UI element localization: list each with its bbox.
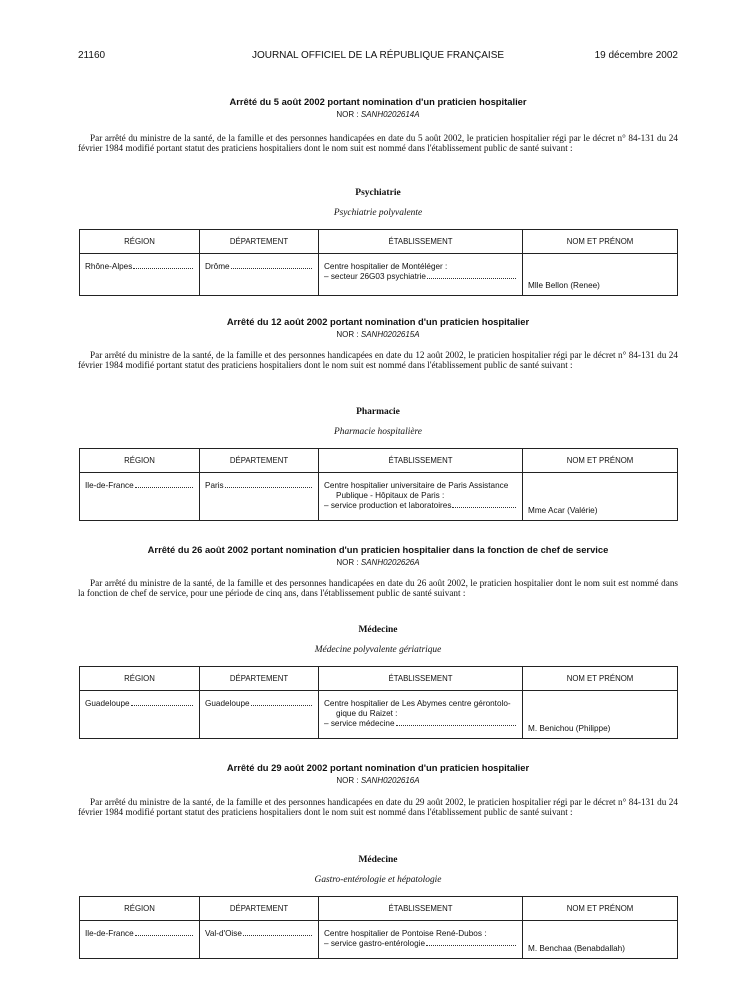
page-header — [78, 50, 678, 64]
col-header-departement: DÉPARTEMENT — [200, 667, 319, 691]
cell-departement: Guadeloupe — [200, 691, 319, 739]
decree-title: Arrêté du 5 août 2002 portant nomination d'un praticien hospitalier — [229, 96, 527, 107]
cell-departement: Drôme — [200, 254, 319, 296]
cell-nom: Mme Acar (Valérie) — [523, 473, 678, 521]
col-header-etablissement: ÉTABLISSEMENT — [319, 230, 523, 254]
col-header-nom: NOM ET PRÉNOM — [523, 449, 678, 473]
col-header-etablissement: ÉTABLISSEMENT — [319, 667, 523, 691]
cell-etablissement: Centre hospitalier de Montéléger : – secteur 26G03 psychiatrie — [319, 254, 523, 296]
col-header-region: RÉGION — [80, 449, 200, 473]
cell-etablissement: Centre hospitalier de Les Abymes centre gérontolo- gique du Raizet : – service médecine — [319, 691, 523, 739]
page-number: 21160 — [78, 50, 106, 61]
table-header-row — [80, 230, 678, 254]
cell-nom: M. Benichou (Philippe) — [523, 691, 678, 739]
decree-body: Par arrêté du ministre de la santé, de la famille et des personnes handicapées en date du 5 août 2002, le praticien hospitalier régi par le décret n° 84-131 du 24 février 1984 modifié portant statut des praticiens hospitaliers dont le nom suit est nommé dans l'établissement public de santé suivant : — [78, 133, 678, 153]
specialty-heading: Psychiatrie — [355, 188, 401, 198]
cell-etablissement: Centre hospitalier de Pontoise René-Dubos : – service gastro-entérologie — [319, 921, 523, 959]
specialty-heading: Pharmacie — [356, 407, 400, 417]
table-row — [80, 691, 678, 739]
table-row — [80, 921, 678, 959]
subspecialty-heading: Médecine polyvalente gériatrique — [314, 645, 442, 655]
nor-reference: NOR : SANH0202616A — [336, 776, 420, 785]
table-header-row — [80, 449, 678, 473]
cell-region: Ile-de-France — [80, 473, 200, 521]
cell-region: Rhône-Alpes — [80, 254, 200, 296]
col-header-departement: DÉPARTEMENT — [200, 449, 319, 473]
col-header-nom: NOM ET PRÉNOM — [523, 230, 678, 254]
table-header-row — [80, 667, 678, 691]
issue-date: 19 décembre 2002 — [594, 50, 678, 61]
decree-title: Arrêté du 12 août 2002 portant nomination d'un praticien hospitalier — [226, 316, 530, 327]
journal-title: JOURNAL OFFICIEL DE LA RÉPUBLIQUE FRANÇAISE — [251, 50, 505, 61]
cell-etablissement: Centre hospitalier universitaire de Paris Assistance Publique - Hôpitaux de Paris : – service production et laboratoires — [319, 473, 523, 521]
col-header-departement: DÉPARTEMENT — [200, 897, 319, 921]
cell-departement: Val-d'Oise — [200, 921, 319, 959]
decree-body: Par arrêté du ministre de la santé, de la famille et des personnes handicapées en date du 12 août 2002, le praticien hospitalier régi par le décret n° 84-131 du 24 février 1984 modifié portant statut des praticiens hospitaliers dont le nom suit est nommé dans l'établissement public de santé suivant : — [78, 350, 678, 370]
decree-body: Par arrêté du ministre de la santé, de la famille et des personnes handicapées en date du 29 août 2002, le praticien hospitalier régi par le décret n° 84-131 du 24 février 1984 modifié portant statut des praticiens hospitaliers dont le nom suit est nommé dans l'établissement public de santé suivant : — [78, 797, 678, 817]
appointment-table — [79, 448, 678, 521]
cell-region: Guadeloupe — [80, 691, 200, 739]
cell-nom: Mlle Bellon (Renee) — [523, 254, 678, 296]
appointment-table — [79, 666, 678, 739]
col-header-region: RÉGION — [80, 667, 200, 691]
subspecialty-heading: Gastro-entérologie et hépatologie — [314, 875, 442, 885]
decree-title: Arrêté du 29 août 2002 portant nomination d'un praticien hospitalier — [226, 762, 530, 773]
decree-title: Arrêté du 26 août 2002 portant nomination d'un praticien hospitalier dans la fonction de chef de service — [147, 544, 609, 555]
col-header-nom: NOM ET PRÉNOM — [523, 667, 678, 691]
col-header-etablissement: ÉTABLISSEMENT — [319, 897, 523, 921]
nor-reference: NOR : SANH0202626A — [336, 558, 420, 567]
nor-reference: NOR : SANH0202615A — [336, 330, 420, 339]
col-header-region: RÉGION — [80, 230, 200, 254]
col-header-departement: DÉPARTEMENT — [200, 230, 319, 254]
specialty-heading: Médecine — [358, 855, 398, 865]
table-row — [80, 254, 678, 296]
specialty-heading: Médecine — [358, 625, 398, 635]
table-row — [80, 473, 678, 521]
table-header-row — [80, 897, 678, 921]
subspecialty-heading: Psychiatrie polyvalente — [333, 208, 423, 218]
cell-region: Ile-de-France — [80, 921, 200, 959]
cell-departement: Paris — [200, 473, 319, 521]
col-header-nom: NOM ET PRÉNOM — [523, 897, 678, 921]
appointment-table — [79, 896, 678, 959]
appointment-table — [79, 229, 678, 296]
col-header-region: RÉGION — [80, 897, 200, 921]
col-header-etablissement: ÉTABLISSEMENT — [319, 449, 523, 473]
cell-nom: M. Benchaa (Benabdallah) — [523, 921, 678, 959]
subspecialty-heading: Pharmacie hospitalière — [334, 427, 422, 437]
nor-reference: NOR : SANH0202614A — [336, 110, 420, 119]
decree-body: Par arrêté du ministre de la santé, de la famille et des personnes handicapées en date du 26 août 2002, le praticien hospitalier dont le nom suit est nommé dans la fonction de chef de service, pour une période de cinq ans, dans l'établissement public de santé suivant : — [78, 578, 678, 598]
